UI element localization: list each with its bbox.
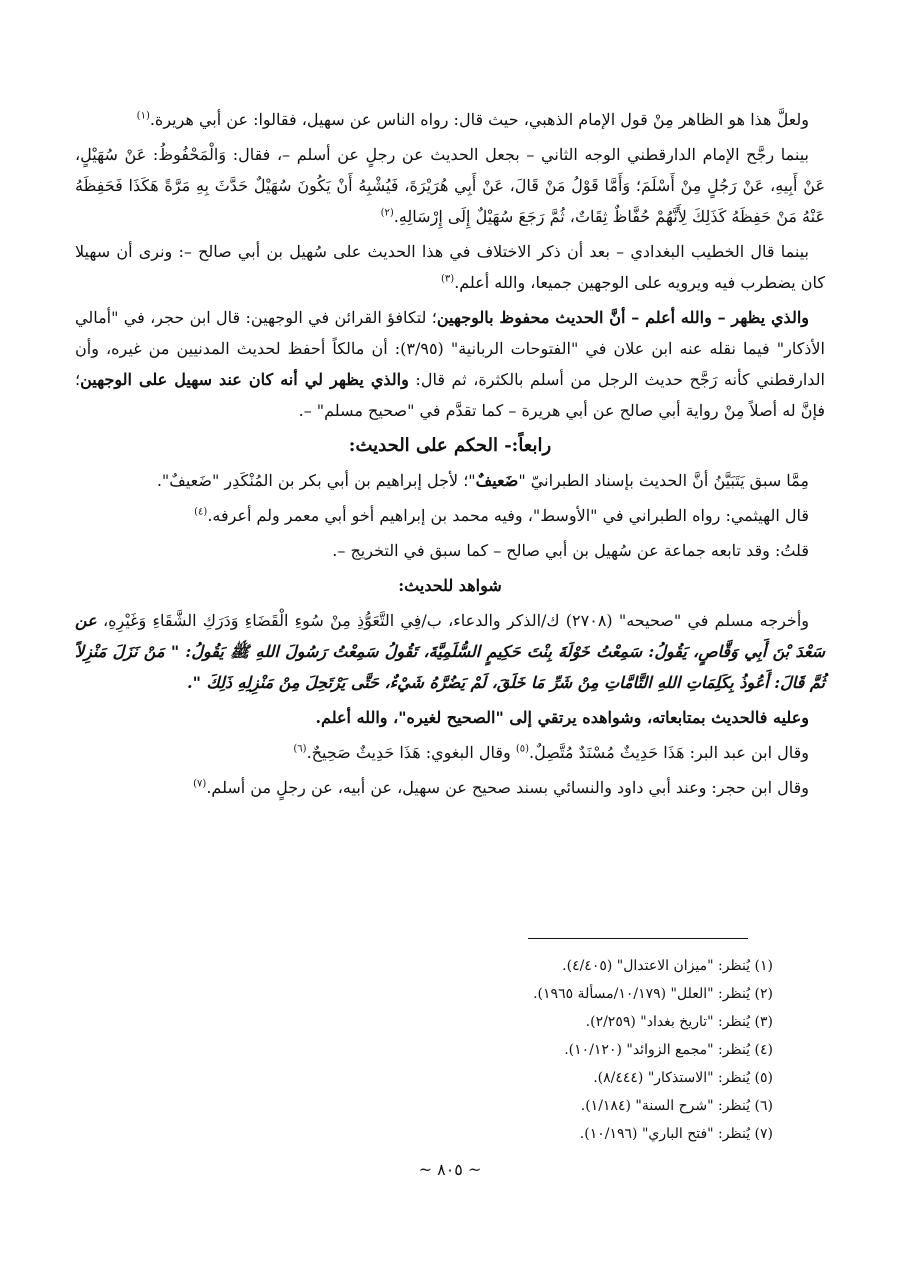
footnote-item: (٣) يُنظر: "تاريخ بغداد" (٢/٢٥٩). — [585, 1014, 773, 1030]
paragraph-muslim: وأخرجه مسلم في "صحيحه" (٢٧٠٨) ك/الذكر والدعاء، ب/فِي التَّعَوُّذِ مِنْ سُوءِ الْقَضَاءِ وَدَرَكِ الشَّقَاءِ وَغَيْرِهِ، عن سَعْدَ بْنَ أَبِي وَقَّاصٍ، يَقُولُ: سَمِعْتُ خَوْلَةَ بِنْتَ حَكِيمٍ السُّلَمِيَّةَ، تَقُولُ سَمِعْتُ رَسُولَ اللهِ ﷺ يَقُولُ: " مَنْ نَزَلَ مَنْزِلاً ثُمَّ قَالَ: أَعُوذُ بِكَلِمَاتِ اللهِ التَّامَّاتِ مِنْ شَرِّ مَا خَلَقَ، لَمْ يَضُرَّهُ شَيْءٌ، حَتَّى يَرْتَحِلَ مِنْ مَنْزِلِهِ ذَلِكَ ". — [75, 611, 826, 692]
footnote-ref: (٥) — [515, 743, 530, 755]
footnote-ref: (٧) — [193, 778, 207, 790]
footnote-item: (١) يُنظر: "ميزان الاعتدال" (٤/٤٠٥). — [562, 958, 773, 974]
paragraph-khatib: بينما قال الخطيب البغدادي – بعد أن ذكر الاختلاف في هذا الحديث على سُهيل بن أبي صالح –: ونرى أن سهيلا كان يضطرب فيه ويرويه على الوجهين جميعا، والله أعلم.$^{(٣)}$ — [75, 242, 825, 292]
section-heading: رابعاً:- الحكم على الحديث: — [348, 435, 552, 456]
footnote-item: (٦) يُنظر: "شرح السنة" (١/١٨٤). — [580, 1098, 773, 1114]
footnote-item: (٤) يُنظر: "مجمع الزوائد" (١٠/١٢٠). — [564, 1042, 773, 1058]
sub-heading: شواهد للحديث: — [398, 576, 502, 595]
footnote-ref: (٢) — [380, 207, 394, 219]
paragraph-daraqutni: بينما رجَّح الإمام الدارقطني الوجه الثاني – بجعل الحديث عن رجلٍ عن أسلم –، فقال: وَالْمَحْفُوظُ: عَنْ سُهَيْلٍ، عَنْ أَبِيهِ، عَنْ رَجُلٍ مِنْ أَسْلَمَ؛ وَأَمَّا قَوْلُ مَنْ قَالَ، عَنْ أَبِي هُرَيْرَةَ، فَيُشْبِهُ أَنْ يَكُونَ سُهَيْلٌ حَدَّثَ بِهِ مَرَّةً هَكَذَا فَحَفِظَهُ عَنْهُ مَنْ حَفِظَهُ كَذَلِكَ لِأَنَّهُمْ حُفَّاظٌ ثِقَاتٌ، ثُمَّ رَجَعَ سُهَيْلٌ إِلَى إِرْسَالِهِ.$^{(٢)}$ — [75, 145, 825, 226]
paragraph-verdict: وعليه فالحديث بمتابعاته، وشواهده يرتقي إلى "الصحيح لغيره"، والله أعلم. — [315, 708, 809, 727]
footnote-item: (٢) يُنظر: "العلل" (١٠/١٧٩/مسألة ١٩٦٥). — [533, 986, 773, 1002]
paragraph-haythami: قال الهيثمي: رواه الطبراني في "الأوسط"، وفيه محمد بن إبراهيم أخو أبي معمر ولم أعرفه.$^{(٤)}$ — [194, 506, 809, 525]
main-text — [75, 104, 825, 803]
footnote-ref: (٦) — [293, 743, 307, 755]
footnote-ref: (١) — [136, 110, 150, 122]
page-number: ~ ٨٠٥ ~ — [418, 1160, 482, 1179]
footnote-divider — [528, 938, 748, 939]
paragraph-qultu: قلتُ: وقد تابعه جماعة عن سُهيل بن أبي صالح – كما سبق في التخريج –. — [332, 541, 809, 560]
hadith-quote: عن سَعْدَ بْنَ أَبِي وَقَّاصٍ، يَقُولُ: سَمِعْتُ خَوْلَةَ بِنْتَ حَكِيمٍ السُّلَمِيَّةَ، تَقُولُ سَمِعْتُ رَسُولَ اللهِ ﷺ يَقُولُ: " مَنْ نَزَلَ مَنْزِلاً ثُمَّ قَالَ: أَعُوذُ بِكَلِمَاتِ اللهِ التَّامَّاتِ مِنْ شَرِّ مَا خَلَقَ، لَمْ يَضُرَّهُ شَيْءٌ، حَتَّى يَرْتَحِلَ مِنْ مَنْزِلِهِ ذَلِكَ ". — [75, 611, 826, 692]
footnote-item: (٥) يُنظر: "الاستذكار" (٨/٤٤٤). — [593, 1070, 773, 1086]
paragraph-ibn-hajar: وقال ابن حجر: وعند أبي داود والنسائي بسند صحيح عن سهيل، عن أبيه، عن رجلٍ من أسلم.$^{(٧)}$ — [193, 778, 809, 797]
paragraph-dhahabi: ولعلَّ هذا هو الظاهر مِنْ قول الإمام الذهبي، حيث قال: رواه الناس عن سهيل، فقالوا: عن أبي هريرة.$^{(١)}$ — [136, 110, 809, 129]
paragraph-ruling: مِمَّا سبق يَتَبَيَّنُ أنَّ الحديث بإسناد الطبرانيّ "ضَعيفٌ"؛ لأجل إبراهيم بن أبي بكر بن المُنْكَدِر "ضَعيفٌ". — [156, 471, 809, 490]
paragraph-conclusion: والذي يظهر – والله أعلم – أنَّ الحديث محفوظ بالوجهين؛ لتكافؤ القرائن في الوجهين: قال ابن حجر، في "أمالي الأذكار" فيما نقله عنه ابن علان في "الفتوحات الربانية" (٣/٩٥): أن مالكاً أحفظ لحديث المدنيين من غيره، وأن الدارقطني كأنه رَجَّح حديث الرجل من أسلم بالكثرة، ثم قال: والذي يظهر لي أنه كان عند سهيل على الوجهين؛ فإنَّ له أصلاً مِنْ رواية أبي صالح عن أبي هريرة – كما تقدَّم في "صحيح مسلم" –. — [75, 308, 826, 420]
footnote-ref: (٣) — [441, 273, 455, 285]
footnote-item: (٧) يُنظر: "فتح الباري" (١٠/١٩٦). — [579, 1126, 773, 1142]
footnote-ref: (٤) — [194, 506, 208, 518]
footnotes — [75, 952, 773, 1148]
paragraph-ibn-abd-al-barr: وقال ابن عبد البر: هَذَا حَدِيثٌ مُسْنَدٌ مُتَّصِلٌ.$^{(٥)}$ وقال البغوي: هَذَا حَدِيثٌ صَحِيحٌ.$^{(٦)}$ — [293, 743, 809, 762]
